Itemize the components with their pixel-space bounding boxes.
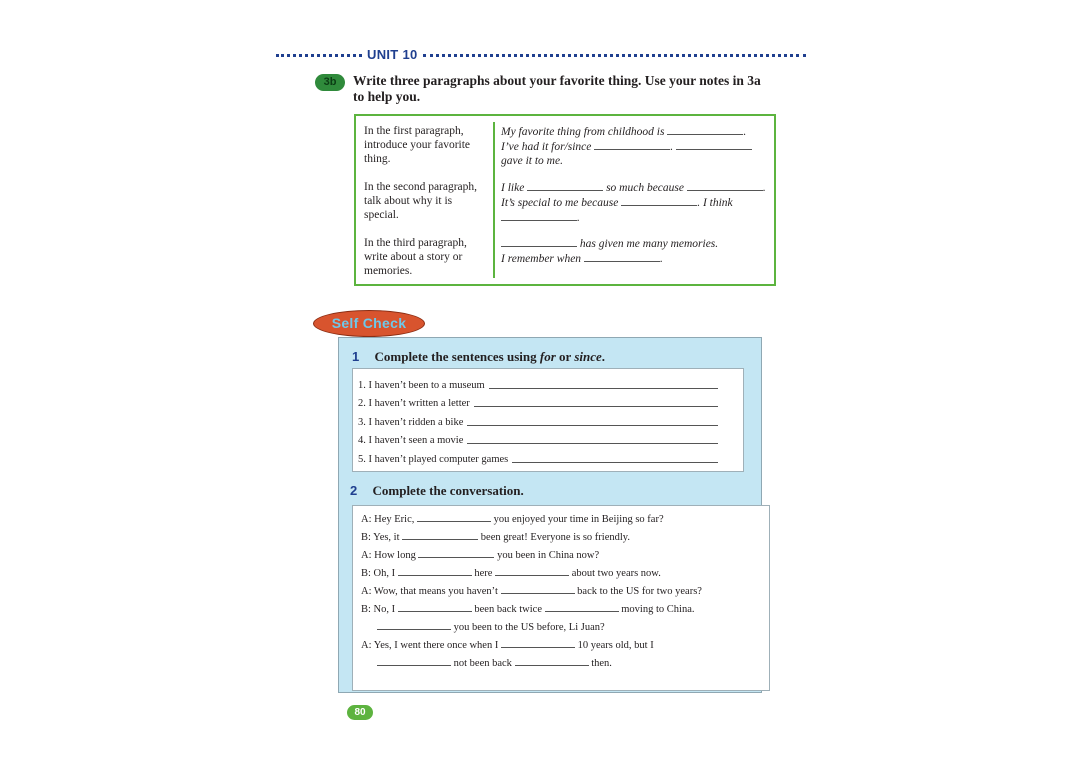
exercise-2-number: 2	[350, 483, 358, 498]
text-line	[501, 139, 771, 154]
exercise-1-box	[352, 368, 744, 472]
answer-line[interactable]	[474, 406, 718, 407]
exercise-1-title	[352, 346, 605, 365]
fill-blank[interactable]	[398, 565, 472, 576]
text-line: write about a story or	[364, 251, 463, 263]
unit-title: UNIT 10	[367, 46, 418, 62]
text: has given me many memories.	[579, 238, 719, 250]
title-since: since	[574, 349, 602, 364]
fill-blank[interactable]	[377, 655, 451, 666]
sentence-text: 3. I haven’t ridden a bike	[358, 417, 464, 428]
exercise-3b-instruction	[353, 73, 783, 105]
fill-blank[interactable]	[417, 511, 491, 522]
dialogue-line	[361, 529, 630, 545]
line-text: then.	[591, 658, 612, 669]
dialogue-line	[361, 601, 694, 617]
line-text: A: Yes, I went there once when I	[361, 640, 499, 651]
sentence-text: 4. I haven’t seen a movie	[358, 435, 464, 446]
guide-row-2-right	[501, 180, 771, 225]
line-text: B: Oh, I	[361, 568, 396, 579]
text: . I think	[697, 197, 733, 209]
line-text: moving to China.	[621, 604, 695, 615]
text: My favorite thing from childhood is	[501, 126, 665, 138]
dialogue-line	[361, 565, 661, 581]
text-line: introduce your favorite	[364, 139, 471, 151]
line-text: you enjoyed your time in Beijing so far?	[493, 514, 664, 525]
title-for: for	[539, 349, 556, 364]
line-text: about two years now.	[571, 568, 661, 579]
text-line: In the third paragraph,	[364, 237, 467, 249]
dialogue-line	[377, 619, 605, 635]
dialogue-line	[377, 655, 612, 671]
dialogue-line	[361, 511, 664, 527]
fill-blank[interactable]	[495, 565, 569, 576]
line-text: not been back	[453, 658, 512, 669]
title-text: .	[601, 349, 606, 364]
title-text: or	[555, 349, 575, 364]
page-number: 80	[347, 705, 373, 720]
exercise-2-box	[352, 505, 770, 691]
text-line	[501, 210, 771, 225]
sentence-row	[358, 449, 718, 465]
line-text: you been to the US before, Li Juan?	[453, 622, 605, 633]
text-line: thing.	[364, 153, 391, 165]
sentence-row	[358, 393, 718, 409]
line-text: B: No, I	[361, 604, 396, 615]
fill-blank[interactable]	[398, 601, 472, 612]
sentence-text: 5. I haven’t played computer games	[358, 454, 509, 465]
instruction-line-1: Write three paragraphs about your favorite thing. Use your notes in 3a	[353, 73, 761, 88]
exercise-2-title	[350, 480, 524, 499]
fill-blank[interactable]	[501, 236, 577, 247]
text: I’ve had it for/since	[501, 141, 592, 153]
guide-row-3-right	[501, 236, 771, 266]
answer-line[interactable]	[467, 425, 718, 426]
sentence-row	[358, 430, 718, 446]
line-text: A: How long	[361, 550, 416, 561]
header-dots-left	[276, 54, 362, 57]
title-text: Complete the sentences using	[374, 349, 540, 364]
fill-blank[interactable]	[621, 195, 697, 206]
text: I like	[501, 182, 525, 194]
text: It’s special to me because	[501, 197, 619, 209]
self-check-label: Self Check	[313, 310, 425, 337]
fill-blank[interactable]	[687, 180, 763, 191]
fill-blank[interactable]	[545, 601, 619, 612]
text: .	[577, 212, 580, 224]
text: .	[762, 182, 766, 194]
text-line: In the first paragraph,	[364, 125, 464, 137]
unit-header	[276, 46, 806, 62]
text-line	[501, 124, 771, 139]
text: I remember when	[501, 253, 582, 265]
text-line: In the second paragraph,	[364, 181, 478, 193]
fill-blank[interactable]	[667, 124, 743, 135]
text-line	[501, 236, 771, 251]
exercise-1-number: 1	[352, 349, 360, 364]
text-line	[501, 195, 771, 210]
text-line	[501, 154, 771, 168]
exercise-3b-badge: 3b	[315, 74, 345, 91]
text: .	[670, 141, 674, 153]
sentence-row	[358, 375, 718, 391]
dialogue-line	[361, 547, 599, 563]
guide-row-2-left	[364, 180, 492, 222]
guide-row-1-left	[364, 124, 492, 166]
fill-blank[interactable]	[377, 619, 451, 630]
header-dots-right	[423, 54, 806, 57]
guide-row-1-right	[501, 124, 771, 168]
fill-blank[interactable]	[418, 547, 494, 558]
dialogue-line	[361, 637, 654, 653]
fill-blank[interactable]	[676, 139, 752, 150]
answer-line[interactable]	[467, 443, 718, 444]
text: so much because	[606, 182, 684, 194]
sentence-text: 2. I haven’t written a letter	[358, 398, 470, 409]
text-line	[501, 180, 771, 195]
guide-row-3-left	[364, 236, 492, 278]
guide-divider	[493, 122, 495, 278]
instruction-line-2: to help you.	[353, 89, 421, 104]
text: .	[743, 126, 747, 138]
title-text: Complete the conversation.	[372, 483, 524, 498]
text-line: special.	[364, 209, 399, 221]
fill-blank[interactable]	[594, 139, 670, 150]
fill-blank[interactable]	[501, 210, 577, 221]
answer-line[interactable]	[512, 462, 718, 463]
dialogue-line	[361, 583, 702, 599]
sentence-row	[358, 412, 718, 428]
fill-blank[interactable]	[501, 583, 575, 594]
fill-blank[interactable]	[501, 637, 575, 648]
line-text: here	[474, 568, 493, 579]
line-text: A: Wow, that means you haven’t	[361, 586, 498, 597]
fill-blank[interactable]	[527, 180, 603, 191]
text-line: talk about why it is	[364, 195, 453, 207]
text: .	[659, 253, 663, 265]
line-text: B: Yes, it	[361, 532, 400, 543]
fill-blank[interactable]	[584, 251, 660, 262]
text: gave it to me.	[501, 155, 563, 167]
line-text: been great! Everyone is so friendly.	[480, 532, 630, 543]
line-text: been back twice	[474, 604, 543, 615]
line-text: A: Hey Eric,	[361, 514, 415, 525]
sentence-text: 1. I haven’t been to a museum	[358, 380, 485, 391]
line-text: you been in China now?	[497, 550, 600, 561]
line-text: back to the US for two years?	[577, 586, 702, 597]
text-line	[501, 251, 771, 266]
line-text: 10 years old, but I	[577, 640, 654, 651]
text-line: memories.	[364, 265, 413, 277]
fill-blank[interactable]	[402, 529, 478, 540]
paragraph-guide-box	[354, 114, 776, 286]
answer-line[interactable]	[489, 388, 718, 389]
fill-blank[interactable]	[515, 655, 589, 666]
